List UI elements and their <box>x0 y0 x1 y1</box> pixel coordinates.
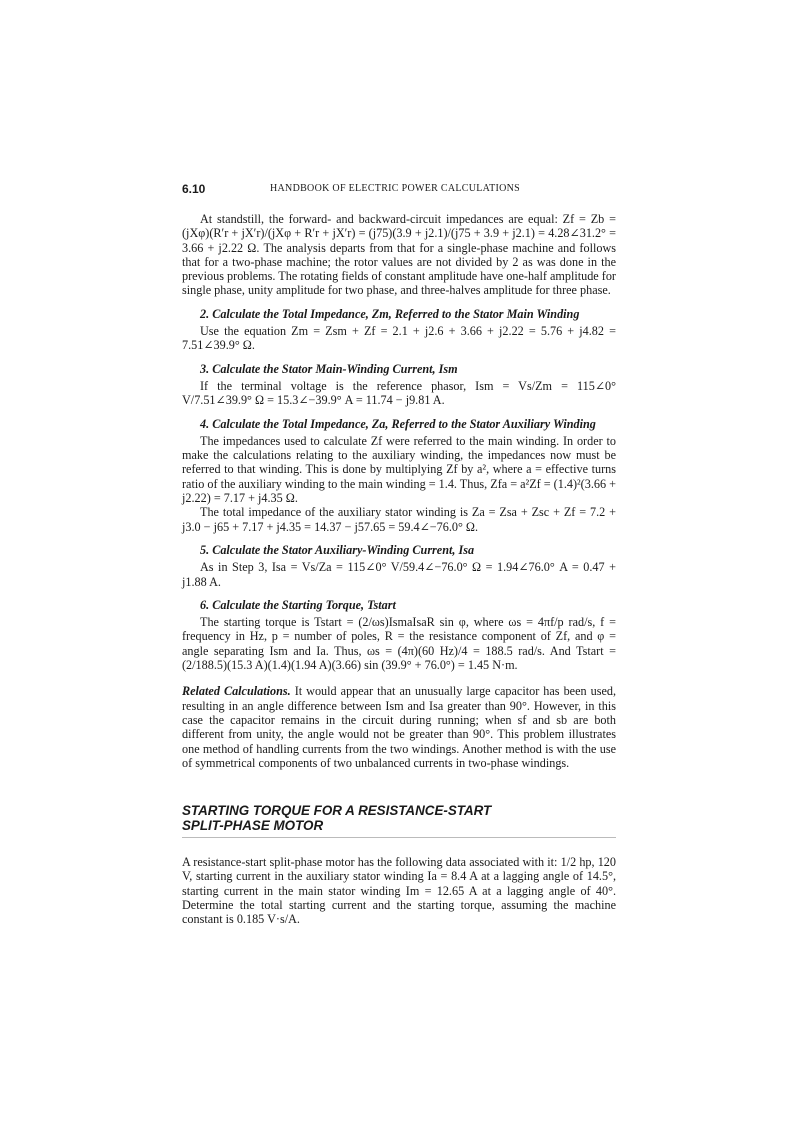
step-2-heading: 2. Calculate the Total Impedance, Zm, Referred to the Stator Main Winding <box>200 306 580 321</box>
section-body <box>182 855 616 926</box>
related-label: Related Calculations. <box>182 684 291 699</box>
section-title-line-2: SPLIT-PHASE MOTOR <box>182 818 324 833</box>
page-number: 6.10 <box>182 182 206 196</box>
step-2-paragraph: Use the equation Zm = Zsm + Zf = 2.1 + j2.6 + 3.66 + j2.22 = 5.76 + j4.82 = 7.51∠39.9° Ω. <box>182 324 616 353</box>
step-3-paragraph: If the terminal voltage is the reference phasor, Ism = Vs/Zm = 115∠0° V/7.51∠39.9° Ω = 15.3∠−39.9° A = 11.74 − j9.81 A. <box>182 378 616 408</box>
step-5-paragraph: As in Step 3, Isa = Vs/Za = 115∠0° V/59.4∠−76.0° Ω = 1.94∠76.0° A = 0.47 + j1.88 A. <box>182 560 616 589</box>
step-4-heading: 4. Calculate the Total Impedance, Za, Referred to the Stator Auxiliary Winding <box>200 416 596 431</box>
intro-paragraph: At standstill, the forward- and backward-circuit impedances are equal: Zf = Zb = (jXφ)(R′r + jX′r)/(jXφ + R′r + jX′r) = (j75)(3.9 + j2.1)/(j75 + 3.9 + j2.1) = 4.28∠31.2° = 3.66 + j2.22 Ω. The analysis departs from that for a single-phase machine and follows that for a two-phase machine; the rotor values are not divided by 2 as was done in the previous problems. The rotating fields of constant amplitude have one-half amplitude for single phase, unity amplitude for two phase, and three-halves amplitude for three phase. <box>182 212 616 298</box>
step-4-paragraph-1: The impedances used to calculate Zf were referred to the main winding. In order to make the calculations relating to the auxiliary winding, the impedances now must be referred to that winding. This is done by multiplying Zf by a², where a = effective turns ratio of the auxiliary winding to the main winding = 1.4. Thus, Zfa = a²Zf = (1.4)²(3.66 + j2.22) = 7.17 + j4.35 Ω. <box>182 433 616 506</box>
section-divider <box>182 837 616 838</box>
step-5-heading: 5. Calculate the Stator Auxiliary-Winding Current, Isa <box>200 542 475 557</box>
related-text: It would appear that an unusually large capacitor has been used, resulting in an angle difference between Ism and Isa greater than 90°. However, in this case the capacitor remains in the circuit during running; when sf and sb are both different from unity, the angle would not be greater than 90°. This problem illustrates one method of handling currents from the two windings. Another method is with the use of symmetrical components of two unbalanced currents in two-phase windings. <box>182 684 616 770</box>
step-3-heading: 3. Calculate the Stator Main-Winding Current, Ism <box>200 361 458 376</box>
step-6-paragraph: The starting torque is Tstart = (2/ωs)IsmaIsaR sin φ, where ωs = 4πf/p rad/s, f = frequency in Hz, p = number of poles, R = the resistance component of Zf, and φ = angle separating Ism and Ia. Thus, ωs = (4π)(60 Hz)/4 = 188.5 rad/s. And Tstart = (2/188.5)(15.3 A)(1.4)(1.94 A)(3.66) sin (39.9° + 76.0°) = 1.45 N·m. <box>182 615 616 673</box>
section-title-line-1: STARTING TORQUE FOR A RESISTANCE-START <box>182 803 492 818</box>
page-header <box>182 182 616 198</box>
step-6-heading: 6. Calculate the Starting Torque, Tstart <box>200 597 396 612</box>
main-text <box>182 212 616 770</box>
section-header <box>182 803 616 838</box>
step-4-paragraph-2: The total impedance of the auxiliary stator winding is Za = Zsa + Zsc + Zf = 7.2 + j3.0 − j65 + 7.17 + j4.35 = 14.37 − j57.65 = 59.4∠−76.0° Ω. <box>182 505 616 534</box>
related-calculations <box>182 684 616 770</box>
problem-statement: A resistance-start split-phase motor has the following data associated with it: 1/2 hp, 120 V, starting current in the auxiliary stator winding Ia = 8.4 A at a lagging angle of 14.5°, starting current in the main stator winding Im = 12.65 A at a lagging angle of 40°. Determine the total starting current and the starting torque, assuming the machine constant is 0.185 V·s/A. <box>182 855 616 927</box>
running-head: HANDBOOK OF ELECTRIC POWER CALCULATIONS <box>270 183 521 194</box>
